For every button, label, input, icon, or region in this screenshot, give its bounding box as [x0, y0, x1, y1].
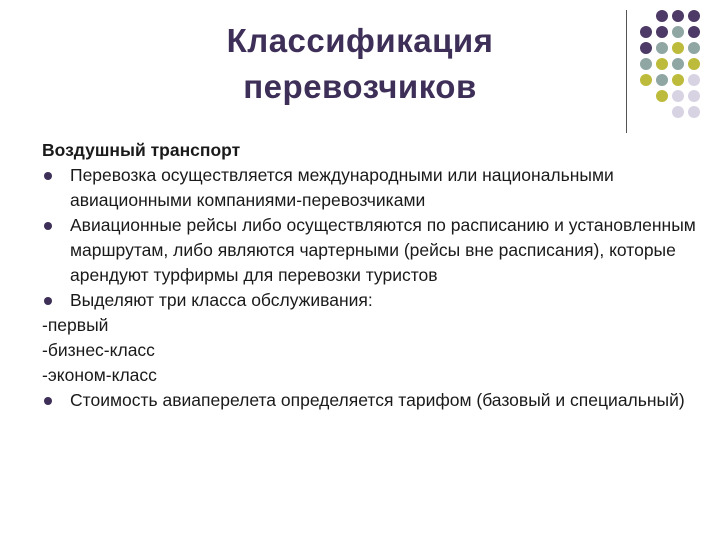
decorative-dot: [688, 106, 700, 118]
decorative-dot: [656, 10, 668, 22]
bullet-item: [42, 388, 702, 413]
bullet-item: [42, 213, 702, 288]
decorative-divider: [626, 10, 627, 133]
decorative-dot: [688, 74, 700, 86]
decorative-dot: [656, 58, 668, 70]
decorative-dot: [688, 58, 700, 70]
decorative-dot: [688, 42, 700, 54]
decorative-dot: [640, 26, 652, 38]
bullet-text: Стоимость авиаперелета определяется тарифом (базовый и специальный): [70, 390, 685, 410]
bullet-item: [42, 288, 702, 313]
decorative-dot: [656, 42, 668, 54]
bullet-dot-icon: [44, 222, 52, 230]
decorative-dot: [672, 90, 684, 102]
service-class-line: -бизнес-класс: [42, 340, 155, 360]
decorative-dot: [688, 10, 700, 22]
bullet-item: [42, 163, 702, 213]
decorative-dot: [640, 42, 652, 54]
slide-title: [150, 18, 570, 110]
decorative-dot: [656, 90, 668, 102]
decorative-dot: [672, 58, 684, 70]
decorative-dot: [688, 90, 700, 102]
bullet-text: Выделяют три класса обслуживания:: [70, 290, 373, 310]
decorative-dot: [688, 26, 700, 38]
decorative-dot: [672, 10, 684, 22]
decorative-dot: [672, 42, 684, 54]
bullet-text: Перевозка осуществляется международными или национальными авиационными компаниями-перевозчиками: [70, 165, 614, 210]
decorative-dot-grid: [640, 10, 700, 118]
decorative-dot: [640, 74, 652, 86]
bullet-dot-icon: [44, 297, 52, 305]
bullet-text: Авиационные рейсы либо осуществляются по расписанию и установленным маршрутам, либо являются чартерными (рейсы вне расписания), которые арендуют турфирмы для перевозки туристов: [70, 215, 696, 285]
decorative-dot: [672, 74, 684, 86]
slide-title-line-1: Классификация: [226, 22, 494, 59]
decorative-dot: [672, 106, 684, 118]
slide-title-line-2: перевозчиков: [243, 68, 477, 105]
decorative-dot: [672, 26, 684, 38]
service-class-line: -эконом-класс: [42, 365, 157, 385]
section-heading: Воздушный транспорт: [42, 140, 241, 160]
decorative-dot: [656, 74, 668, 86]
decorative-dot: [640, 58, 652, 70]
decorative-dot: [656, 26, 668, 38]
bullet-dot-icon: [44, 397, 52, 405]
slide-body: [42, 138, 702, 413]
service-class-line: -первый: [42, 315, 109, 335]
bullet-dot-icon: [44, 172, 52, 180]
